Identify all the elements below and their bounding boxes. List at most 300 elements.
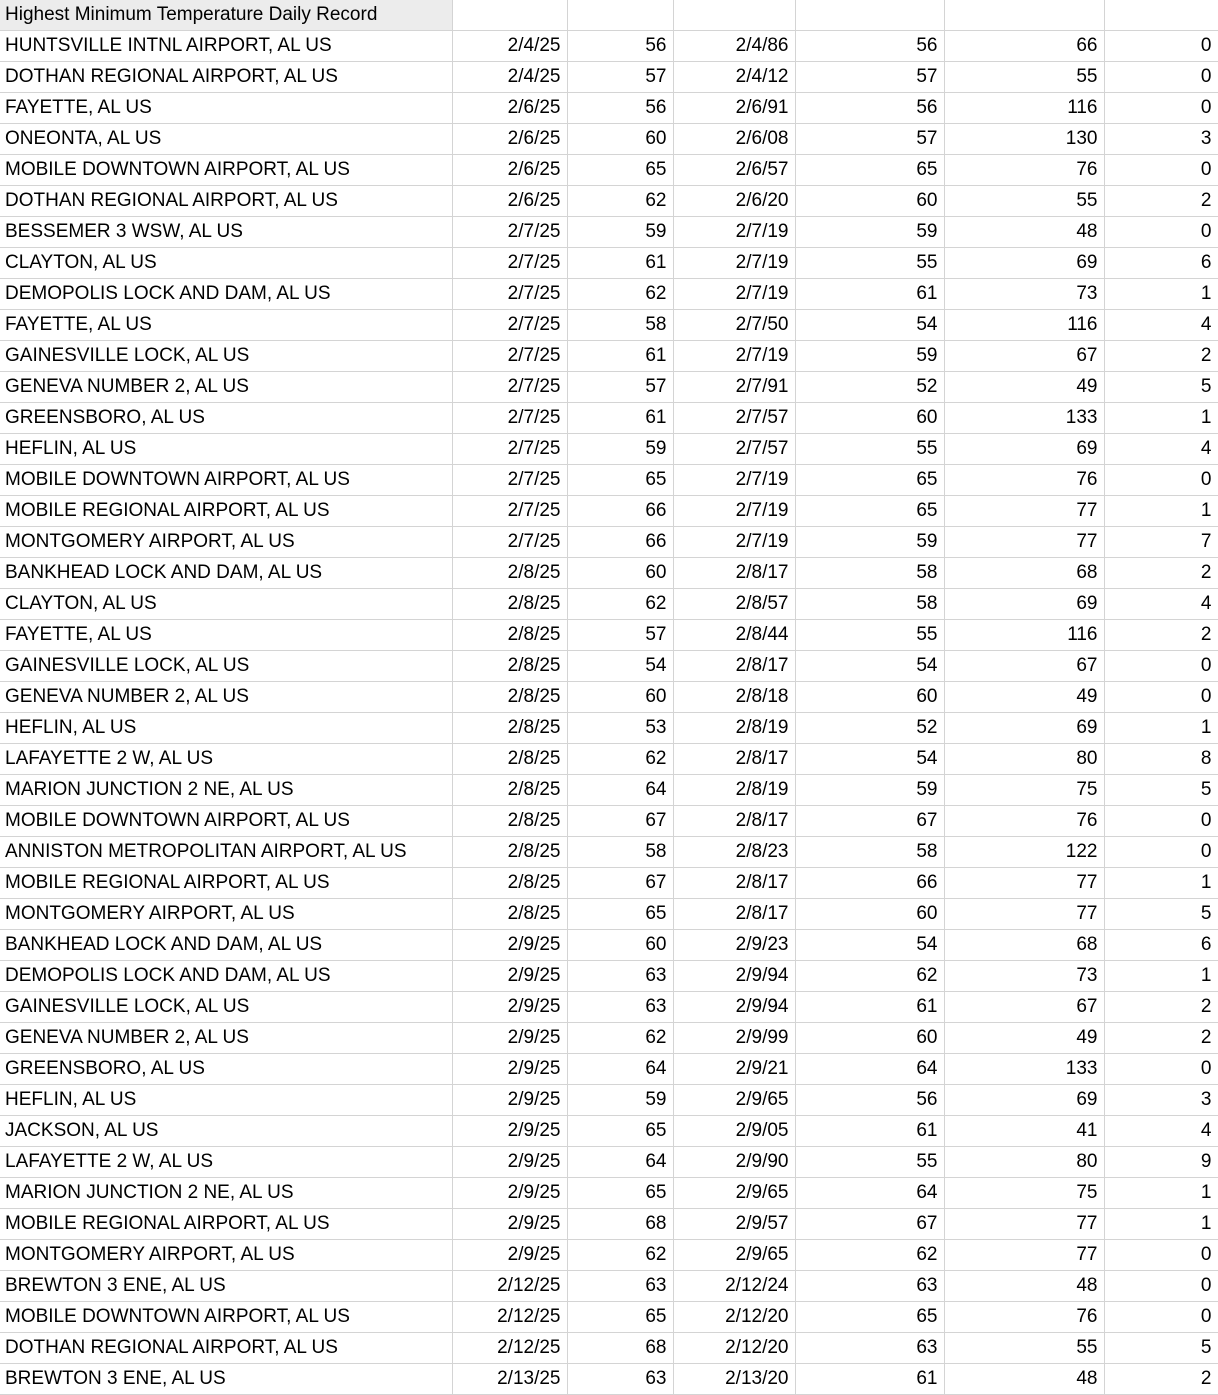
record-temp-cell[interactable]: 57 bbox=[795, 124, 944, 155]
record-temp-cell[interactable]: 56 bbox=[795, 93, 944, 124]
difference-cell[interactable]: 0 bbox=[1104, 465, 1218, 496]
years-cell[interactable]: 55 bbox=[944, 186, 1104, 217]
record-date-cell[interactable]: 2/12/24 bbox=[673, 1271, 795, 1302]
difference-cell[interactable]: 0 bbox=[1104, 1054, 1218, 1085]
station-cell[interactable]: MONTGOMERY AIRPORT, AL US bbox=[0, 899, 452, 930]
difference-cell[interactable]: 0 bbox=[1104, 1302, 1218, 1333]
years-cell[interactable]: 69 bbox=[944, 434, 1104, 465]
date-cell[interactable]: 2/8/25 bbox=[452, 682, 567, 713]
station-cell[interactable]: BREWTON 3 ENE, AL US bbox=[0, 1271, 452, 1302]
years-cell[interactable]: 73 bbox=[944, 961, 1104, 992]
record-date-cell[interactable]: 2/9/65 bbox=[673, 1085, 795, 1116]
date-cell[interactable]: 2/9/25 bbox=[452, 992, 567, 1023]
difference-cell[interactable]: 0 bbox=[1104, 1271, 1218, 1302]
min-temp-cell[interactable]: 57 bbox=[567, 372, 673, 403]
date-cell[interactable]: 2/9/25 bbox=[452, 1054, 567, 1085]
record-temp-cell[interactable]: 55 bbox=[795, 434, 944, 465]
empty-cell[interactable] bbox=[1104, 0, 1218, 31]
record-date-cell[interactable]: 2/7/19 bbox=[673, 527, 795, 558]
record-date-cell[interactable]: 2/9/94 bbox=[673, 992, 795, 1023]
difference-cell[interactable]: 1 bbox=[1104, 403, 1218, 434]
difference-cell[interactable]: 2 bbox=[1104, 341, 1218, 372]
years-cell[interactable]: 122 bbox=[944, 837, 1104, 868]
record-date-cell[interactable]: 2/8/18 bbox=[673, 682, 795, 713]
date-cell[interactable]: 2/8/25 bbox=[452, 651, 567, 682]
station-cell[interactable]: MOBILE REGIONAL AIRPORT, AL US bbox=[0, 868, 452, 899]
min-temp-cell[interactable]: 58 bbox=[567, 837, 673, 868]
years-cell[interactable]: 67 bbox=[944, 992, 1104, 1023]
station-cell[interactable]: GREENSBORO, AL US bbox=[0, 403, 452, 434]
record-temp-cell[interactable]: 54 bbox=[795, 651, 944, 682]
record-date-cell[interactable]: 2/6/91 bbox=[673, 93, 795, 124]
station-cell[interactable]: MARION JUNCTION 2 NE, AL US bbox=[0, 1178, 452, 1209]
date-cell[interactable]: 2/7/25 bbox=[452, 217, 567, 248]
record-date-cell[interactable]: 2/8/17 bbox=[673, 651, 795, 682]
date-cell[interactable]: 2/8/25 bbox=[452, 837, 567, 868]
record-date-cell[interactable]: 2/8/17 bbox=[673, 744, 795, 775]
station-cell[interactable]: HEFLIN, AL US bbox=[0, 1085, 452, 1116]
difference-cell[interactable]: 4 bbox=[1104, 310, 1218, 341]
station-cell[interactable]: CLAYTON, AL US bbox=[0, 589, 452, 620]
years-cell[interactable]: 68 bbox=[944, 558, 1104, 589]
record-temp-cell[interactable]: 59 bbox=[795, 341, 944, 372]
min-temp-cell[interactable]: 62 bbox=[567, 589, 673, 620]
years-cell[interactable]: 67 bbox=[944, 341, 1104, 372]
record-temp-cell[interactable]: 61 bbox=[795, 1364, 944, 1395]
station-cell[interactable]: MOBILE DOWNTOWN AIRPORT, AL US bbox=[0, 1302, 452, 1333]
date-cell[interactable]: 2/7/25 bbox=[452, 527, 567, 558]
min-temp-cell[interactable]: 57 bbox=[567, 620, 673, 651]
record-temp-cell[interactable]: 54 bbox=[795, 310, 944, 341]
date-cell[interactable]: 2/9/25 bbox=[452, 1116, 567, 1147]
station-cell[interactable]: HEFLIN, AL US bbox=[0, 713, 452, 744]
date-cell[interactable]: 2/7/25 bbox=[452, 279, 567, 310]
difference-cell[interactable]: 3 bbox=[1104, 124, 1218, 155]
difference-cell[interactable]: 4 bbox=[1104, 434, 1218, 465]
years-cell[interactable]: 80 bbox=[944, 744, 1104, 775]
record-temp-cell[interactable]: 63 bbox=[795, 1333, 944, 1364]
record-date-cell[interactable]: 2/12/20 bbox=[673, 1302, 795, 1333]
record-temp-cell[interactable]: 58 bbox=[795, 589, 944, 620]
record-date-cell[interactable]: 2/9/94 bbox=[673, 961, 795, 992]
years-cell[interactable]: 77 bbox=[944, 1240, 1104, 1271]
record-temp-cell[interactable]: 62 bbox=[795, 1240, 944, 1271]
date-cell[interactable]: 2/7/25 bbox=[452, 248, 567, 279]
years-cell[interactable]: 48 bbox=[944, 1271, 1104, 1302]
years-cell[interactable]: 75 bbox=[944, 775, 1104, 806]
record-temp-cell[interactable]: 54 bbox=[795, 744, 944, 775]
difference-cell[interactable]: 2 bbox=[1104, 1364, 1218, 1395]
date-cell[interactable]: 2/6/25 bbox=[452, 186, 567, 217]
difference-cell[interactable]: 0 bbox=[1104, 31, 1218, 62]
record-date-cell[interactable]: 2/9/23 bbox=[673, 930, 795, 961]
station-cell[interactable]: MONTGOMERY AIRPORT, AL US bbox=[0, 1240, 452, 1271]
min-temp-cell[interactable]: 56 bbox=[567, 93, 673, 124]
date-cell[interactable]: 2/7/25 bbox=[452, 465, 567, 496]
date-cell[interactable]: 2/9/25 bbox=[452, 1178, 567, 1209]
record-temp-cell[interactable]: 60 bbox=[795, 899, 944, 930]
years-cell[interactable]: 77 bbox=[944, 496, 1104, 527]
min-temp-cell[interactable]: 64 bbox=[567, 775, 673, 806]
years-cell[interactable]: 116 bbox=[944, 620, 1104, 651]
min-temp-cell[interactable]: 67 bbox=[567, 806, 673, 837]
record-date-cell[interactable]: 2/9/05 bbox=[673, 1116, 795, 1147]
date-cell[interactable]: 2/8/25 bbox=[452, 713, 567, 744]
station-cell[interactable]: FAYETTE, AL US bbox=[0, 93, 452, 124]
station-cell[interactable]: BANKHEAD LOCK AND DAM, AL US bbox=[0, 930, 452, 961]
station-cell[interactable]: BANKHEAD LOCK AND DAM, AL US bbox=[0, 558, 452, 589]
record-date-cell[interactable]: 2/12/20 bbox=[673, 1333, 795, 1364]
years-cell[interactable]: 77 bbox=[944, 527, 1104, 558]
record-temp-cell[interactable]: 65 bbox=[795, 155, 944, 186]
date-cell[interactable]: 2/7/25 bbox=[452, 372, 567, 403]
min-temp-cell[interactable]: 62 bbox=[567, 279, 673, 310]
date-cell[interactable]: 2/7/25 bbox=[452, 496, 567, 527]
record-date-cell[interactable]: 2/7/19 bbox=[673, 341, 795, 372]
min-temp-cell[interactable]: 67 bbox=[567, 868, 673, 899]
min-temp-cell[interactable]: 68 bbox=[567, 1333, 673, 1364]
difference-cell[interactable]: 0 bbox=[1104, 806, 1218, 837]
difference-cell[interactable]: 4 bbox=[1104, 589, 1218, 620]
record-date-cell[interactable]: 2/7/19 bbox=[673, 217, 795, 248]
difference-cell[interactable]: 1 bbox=[1104, 279, 1218, 310]
date-cell[interactable]: 2/12/25 bbox=[452, 1271, 567, 1302]
record-temp-cell[interactable]: 67 bbox=[795, 1209, 944, 1240]
date-cell[interactable]: 2/8/25 bbox=[452, 806, 567, 837]
min-temp-cell[interactable]: 57 bbox=[567, 62, 673, 93]
years-cell[interactable]: 49 bbox=[944, 372, 1104, 403]
record-date-cell[interactable]: 2/7/19 bbox=[673, 465, 795, 496]
date-cell[interactable]: 2/9/25 bbox=[452, 1023, 567, 1054]
years-cell[interactable]: 68 bbox=[944, 930, 1104, 961]
station-cell[interactable]: GAINESVILLE LOCK, AL US bbox=[0, 651, 452, 682]
min-temp-cell[interactable]: 65 bbox=[567, 1116, 673, 1147]
min-temp-cell[interactable]: 63 bbox=[567, 1271, 673, 1302]
min-temp-cell[interactable]: 66 bbox=[567, 527, 673, 558]
min-temp-cell[interactable]: 58 bbox=[567, 310, 673, 341]
min-temp-cell[interactable]: 53 bbox=[567, 713, 673, 744]
years-cell[interactable]: 66 bbox=[944, 31, 1104, 62]
station-cell[interactable]: MOBILE DOWNTOWN AIRPORT, AL US bbox=[0, 806, 452, 837]
min-temp-cell[interactable]: 63 bbox=[567, 961, 673, 992]
station-cell[interactable]: BESSEMER 3 WSW, AL US bbox=[0, 217, 452, 248]
difference-cell[interactable]: 0 bbox=[1104, 682, 1218, 713]
station-cell[interactable]: CLAYTON, AL US bbox=[0, 248, 452, 279]
record-date-cell[interactable]: 2/7/19 bbox=[673, 496, 795, 527]
min-temp-cell[interactable]: 60 bbox=[567, 930, 673, 961]
min-temp-cell[interactable]: 65 bbox=[567, 1178, 673, 1209]
station-cell[interactable]: MOBILE REGIONAL AIRPORT, AL US bbox=[0, 1209, 452, 1240]
years-cell[interactable]: 76 bbox=[944, 1302, 1104, 1333]
record-temp-cell[interactable]: 62 bbox=[795, 961, 944, 992]
station-cell[interactable]: ANNISTON METROPOLITAN AIRPORT, AL US bbox=[0, 837, 452, 868]
min-temp-cell[interactable]: 62 bbox=[567, 186, 673, 217]
record-date-cell[interactable]: 2/7/50 bbox=[673, 310, 795, 341]
date-cell[interactable]: 2/9/25 bbox=[452, 1209, 567, 1240]
difference-cell[interactable]: 1 bbox=[1104, 1209, 1218, 1240]
years-cell[interactable]: 69 bbox=[944, 713, 1104, 744]
date-cell[interactable]: 2/8/25 bbox=[452, 775, 567, 806]
years-cell[interactable]: 133 bbox=[944, 403, 1104, 434]
record-temp-cell[interactable]: 65 bbox=[795, 465, 944, 496]
years-cell[interactable]: 77 bbox=[944, 899, 1104, 930]
sheet-title-cell[interactable]: Highest Minimum Temperature Daily Record bbox=[0, 0, 452, 31]
date-cell[interactable]: 2/8/25 bbox=[452, 589, 567, 620]
station-cell[interactable]: JACKSON, AL US bbox=[0, 1116, 452, 1147]
years-cell[interactable]: 133 bbox=[944, 1054, 1104, 1085]
min-temp-cell[interactable]: 59 bbox=[567, 434, 673, 465]
min-temp-cell[interactable]: 62 bbox=[567, 1240, 673, 1271]
difference-cell[interactable]: 2 bbox=[1104, 992, 1218, 1023]
min-temp-cell[interactable]: 60 bbox=[567, 558, 673, 589]
station-cell[interactable]: MOBILE REGIONAL AIRPORT, AL US bbox=[0, 496, 452, 527]
station-cell[interactable]: GREENSBORO, AL US bbox=[0, 1054, 452, 1085]
date-cell[interactable]: 2/9/25 bbox=[452, 961, 567, 992]
record-temp-cell[interactable]: 66 bbox=[795, 868, 944, 899]
years-cell[interactable]: 69 bbox=[944, 1085, 1104, 1116]
difference-cell[interactable]: 5 bbox=[1104, 372, 1218, 403]
record-date-cell[interactable]: 2/8/19 bbox=[673, 713, 795, 744]
record-temp-cell[interactable]: 61 bbox=[795, 992, 944, 1023]
min-temp-cell[interactable]: 59 bbox=[567, 217, 673, 248]
min-temp-cell[interactable]: 63 bbox=[567, 992, 673, 1023]
years-cell[interactable]: 77 bbox=[944, 1209, 1104, 1240]
record-date-cell[interactable]: 2/4/12 bbox=[673, 62, 795, 93]
record-temp-cell[interactable]: 52 bbox=[795, 372, 944, 403]
record-temp-cell[interactable]: 59 bbox=[795, 775, 944, 806]
years-cell[interactable]: 76 bbox=[944, 465, 1104, 496]
date-cell[interactable]: 2/8/25 bbox=[452, 744, 567, 775]
difference-cell[interactable]: 3 bbox=[1104, 1085, 1218, 1116]
station-cell[interactable]: DEMOPOLIS LOCK AND DAM, AL US bbox=[0, 279, 452, 310]
record-temp-cell[interactable]: 55 bbox=[795, 248, 944, 279]
min-temp-cell[interactable]: 62 bbox=[567, 1023, 673, 1054]
difference-cell[interactable]: 0 bbox=[1104, 62, 1218, 93]
date-cell[interactable]: 2/9/25 bbox=[452, 1147, 567, 1178]
record-date-cell[interactable]: 2/8/17 bbox=[673, 558, 795, 589]
min-temp-cell[interactable]: 60 bbox=[567, 124, 673, 155]
difference-cell[interactable]: 8 bbox=[1104, 744, 1218, 775]
station-cell[interactable]: MOBILE DOWNTOWN AIRPORT, AL US bbox=[0, 155, 452, 186]
years-cell[interactable]: 80 bbox=[944, 1147, 1104, 1178]
station-cell[interactable]: DOTHAN REGIONAL AIRPORT, AL US bbox=[0, 62, 452, 93]
record-temp-cell[interactable]: 61 bbox=[795, 279, 944, 310]
record-temp-cell[interactable]: 64 bbox=[795, 1054, 944, 1085]
difference-cell[interactable]: 6 bbox=[1104, 930, 1218, 961]
date-cell[interactable]: 2/13/25 bbox=[452, 1364, 567, 1395]
record-date-cell[interactable]: 2/9/21 bbox=[673, 1054, 795, 1085]
date-cell[interactable]: 2/8/25 bbox=[452, 620, 567, 651]
record-date-cell[interactable]: 2/9/57 bbox=[673, 1209, 795, 1240]
record-date-cell[interactable]: 2/6/08 bbox=[673, 124, 795, 155]
record-temp-cell[interactable]: 52 bbox=[795, 713, 944, 744]
empty-cell[interactable] bbox=[795, 0, 944, 31]
date-cell[interactable]: 2/9/25 bbox=[452, 1085, 567, 1116]
station-cell[interactable]: GENEVA NUMBER 2, AL US bbox=[0, 1023, 452, 1054]
date-cell[interactable]: 2/8/25 bbox=[452, 558, 567, 589]
years-cell[interactable]: 76 bbox=[944, 806, 1104, 837]
difference-cell[interactable]: 0 bbox=[1104, 93, 1218, 124]
record-temp-cell[interactable]: 59 bbox=[795, 527, 944, 558]
difference-cell[interactable]: 6 bbox=[1104, 248, 1218, 279]
min-temp-cell[interactable]: 65 bbox=[567, 899, 673, 930]
empty-cell[interactable] bbox=[673, 0, 795, 31]
record-temp-cell[interactable]: 58 bbox=[795, 837, 944, 868]
record-temp-cell[interactable]: 55 bbox=[795, 1147, 944, 1178]
min-temp-cell[interactable]: 59 bbox=[567, 1085, 673, 1116]
date-cell[interactable]: 2/12/25 bbox=[452, 1302, 567, 1333]
record-date-cell[interactable]: 2/9/99 bbox=[673, 1023, 795, 1054]
difference-cell[interactable]: 0 bbox=[1104, 837, 1218, 868]
date-cell[interactable]: 2/12/25 bbox=[452, 1333, 567, 1364]
min-temp-cell[interactable]: 66 bbox=[567, 496, 673, 527]
years-cell[interactable]: 55 bbox=[944, 62, 1104, 93]
difference-cell[interactable]: 2 bbox=[1104, 1023, 1218, 1054]
date-cell[interactable]: 2/7/25 bbox=[452, 434, 567, 465]
record-date-cell[interactable]: 2/8/17 bbox=[673, 806, 795, 837]
station-cell[interactable]: HEFLIN, AL US bbox=[0, 434, 452, 465]
difference-cell[interactable]: 5 bbox=[1104, 775, 1218, 806]
record-temp-cell[interactable]: 57 bbox=[795, 62, 944, 93]
date-cell[interactable]: 2/8/25 bbox=[452, 899, 567, 930]
years-cell[interactable]: 55 bbox=[944, 1333, 1104, 1364]
station-cell[interactable]: ONEONTA, AL US bbox=[0, 124, 452, 155]
difference-cell[interactable]: 1 bbox=[1104, 1178, 1218, 1209]
date-cell[interactable]: 2/8/25 bbox=[452, 868, 567, 899]
empty-cell[interactable] bbox=[567, 0, 673, 31]
difference-cell[interactable]: 9 bbox=[1104, 1147, 1218, 1178]
record-temp-cell[interactable]: 54 bbox=[795, 930, 944, 961]
record-temp-cell[interactable]: 60 bbox=[795, 1023, 944, 1054]
station-cell[interactable]: DEMOPOLIS LOCK AND DAM, AL US bbox=[0, 961, 452, 992]
station-cell[interactable]: LAFAYETTE 2 W, AL US bbox=[0, 1147, 452, 1178]
difference-cell[interactable]: 0 bbox=[1104, 651, 1218, 682]
station-cell[interactable]: GAINESVILLE LOCK, AL US bbox=[0, 341, 452, 372]
years-cell[interactable]: 76 bbox=[944, 155, 1104, 186]
record-temp-cell[interactable]: 63 bbox=[795, 1271, 944, 1302]
min-temp-cell[interactable]: 64 bbox=[567, 1147, 673, 1178]
station-cell[interactable]: MARION JUNCTION 2 NE, AL US bbox=[0, 775, 452, 806]
years-cell[interactable]: 73 bbox=[944, 279, 1104, 310]
record-date-cell[interactable]: 2/8/19 bbox=[673, 775, 795, 806]
record-temp-cell[interactable]: 61 bbox=[795, 1116, 944, 1147]
record-temp-cell[interactable]: 67 bbox=[795, 806, 944, 837]
difference-cell[interactable]: 4 bbox=[1104, 1116, 1218, 1147]
difference-cell[interactable]: 0 bbox=[1104, 155, 1218, 186]
record-temp-cell[interactable]: 60 bbox=[795, 186, 944, 217]
empty-cell[interactable] bbox=[944, 0, 1104, 31]
min-temp-cell[interactable]: 62 bbox=[567, 744, 673, 775]
record-date-cell[interactable]: 2/7/91 bbox=[673, 372, 795, 403]
date-cell[interactable]: 2/7/25 bbox=[452, 310, 567, 341]
station-cell[interactable]: LAFAYETTE 2 W, AL US bbox=[0, 744, 452, 775]
record-date-cell[interactable]: 2/4/86 bbox=[673, 31, 795, 62]
difference-cell[interactable]: 2 bbox=[1104, 620, 1218, 651]
record-temp-cell[interactable]: 60 bbox=[795, 403, 944, 434]
min-temp-cell[interactable]: 65 bbox=[567, 1302, 673, 1333]
record-temp-cell[interactable]: 60 bbox=[795, 682, 944, 713]
record-temp-cell[interactable]: 59 bbox=[795, 217, 944, 248]
years-cell[interactable]: 67 bbox=[944, 651, 1104, 682]
date-cell[interactable]: 2/7/25 bbox=[452, 403, 567, 434]
years-cell[interactable]: 49 bbox=[944, 682, 1104, 713]
record-temp-cell[interactable]: 58 bbox=[795, 558, 944, 589]
years-cell[interactable]: 75 bbox=[944, 1178, 1104, 1209]
difference-cell[interactable]: 1 bbox=[1104, 713, 1218, 744]
station-cell[interactable]: HUNTSVILLE INTNL AIRPORT, AL US bbox=[0, 31, 452, 62]
date-cell[interactable]: 2/6/25 bbox=[452, 155, 567, 186]
record-temp-cell[interactable]: 64 bbox=[795, 1178, 944, 1209]
min-temp-cell[interactable]: 64 bbox=[567, 1054, 673, 1085]
record-date-cell[interactable]: 2/7/57 bbox=[673, 434, 795, 465]
years-cell[interactable]: 41 bbox=[944, 1116, 1104, 1147]
station-cell[interactable]: MOBILE DOWNTOWN AIRPORT, AL US bbox=[0, 465, 452, 496]
min-temp-cell[interactable]: 63 bbox=[567, 1364, 673, 1395]
date-cell[interactable]: 2/9/25 bbox=[452, 930, 567, 961]
empty-cell[interactable] bbox=[452, 0, 567, 31]
record-date-cell[interactable]: 2/8/44 bbox=[673, 620, 795, 651]
record-temp-cell[interactable]: 65 bbox=[795, 1302, 944, 1333]
min-temp-cell[interactable]: 56 bbox=[567, 31, 673, 62]
record-temp-cell[interactable]: 56 bbox=[795, 1085, 944, 1116]
station-cell[interactable]: GAINESVILLE LOCK, AL US bbox=[0, 992, 452, 1023]
record-date-cell[interactable]: 2/7/19 bbox=[673, 279, 795, 310]
years-cell[interactable]: 48 bbox=[944, 217, 1104, 248]
min-temp-cell[interactable]: 65 bbox=[567, 465, 673, 496]
record-date-cell[interactable]: 2/6/57 bbox=[673, 155, 795, 186]
record-temp-cell[interactable]: 65 bbox=[795, 496, 944, 527]
record-date-cell[interactable]: 2/9/65 bbox=[673, 1178, 795, 1209]
min-temp-cell[interactable]: 61 bbox=[567, 403, 673, 434]
record-date-cell[interactable]: 2/8/57 bbox=[673, 589, 795, 620]
date-cell[interactable]: 2/4/25 bbox=[452, 62, 567, 93]
difference-cell[interactable]: 1 bbox=[1104, 868, 1218, 899]
date-cell[interactable]: 2/6/25 bbox=[452, 124, 567, 155]
years-cell[interactable]: 130 bbox=[944, 124, 1104, 155]
station-cell[interactable]: MONTGOMERY AIRPORT, AL US bbox=[0, 527, 452, 558]
record-date-cell[interactable]: 2/13/20 bbox=[673, 1364, 795, 1395]
min-temp-cell[interactable]: 60 bbox=[567, 682, 673, 713]
date-cell[interactable]: 2/4/25 bbox=[452, 31, 567, 62]
date-cell[interactable]: 2/9/25 bbox=[452, 1240, 567, 1271]
station-cell[interactable]: BREWTON 3 ENE, AL US bbox=[0, 1364, 452, 1395]
record-date-cell[interactable]: 2/7/19 bbox=[673, 248, 795, 279]
difference-cell[interactable]: 7 bbox=[1104, 527, 1218, 558]
date-cell[interactable]: 2/7/25 bbox=[452, 341, 567, 372]
min-temp-cell[interactable]: 68 bbox=[567, 1209, 673, 1240]
difference-cell[interactable]: 1 bbox=[1104, 961, 1218, 992]
record-temp-cell[interactable]: 55 bbox=[795, 620, 944, 651]
min-temp-cell[interactable]: 61 bbox=[567, 248, 673, 279]
years-cell[interactable]: 49 bbox=[944, 1023, 1104, 1054]
station-cell[interactable]: FAYETTE, AL US bbox=[0, 310, 452, 341]
years-cell[interactable]: 77 bbox=[944, 868, 1104, 899]
difference-cell[interactable]: 0 bbox=[1104, 1240, 1218, 1271]
min-temp-cell[interactable]: 61 bbox=[567, 341, 673, 372]
record-temp-cell[interactable]: 56 bbox=[795, 31, 944, 62]
difference-cell[interactable]: 2 bbox=[1104, 558, 1218, 589]
years-cell[interactable]: 116 bbox=[944, 310, 1104, 341]
difference-cell[interactable]: 5 bbox=[1104, 899, 1218, 930]
station-cell[interactable]: GENEVA NUMBER 2, AL US bbox=[0, 372, 452, 403]
years-cell[interactable]: 48 bbox=[944, 1364, 1104, 1395]
difference-cell[interactable]: 1 bbox=[1104, 496, 1218, 527]
record-date-cell[interactable]: 2/8/17 bbox=[673, 899, 795, 930]
difference-cell[interactable]: 2 bbox=[1104, 186, 1218, 217]
difference-cell[interactable]: 0 bbox=[1104, 217, 1218, 248]
record-date-cell[interactable]: 2/9/90 bbox=[673, 1147, 795, 1178]
difference-cell[interactable]: 5 bbox=[1104, 1333, 1218, 1364]
